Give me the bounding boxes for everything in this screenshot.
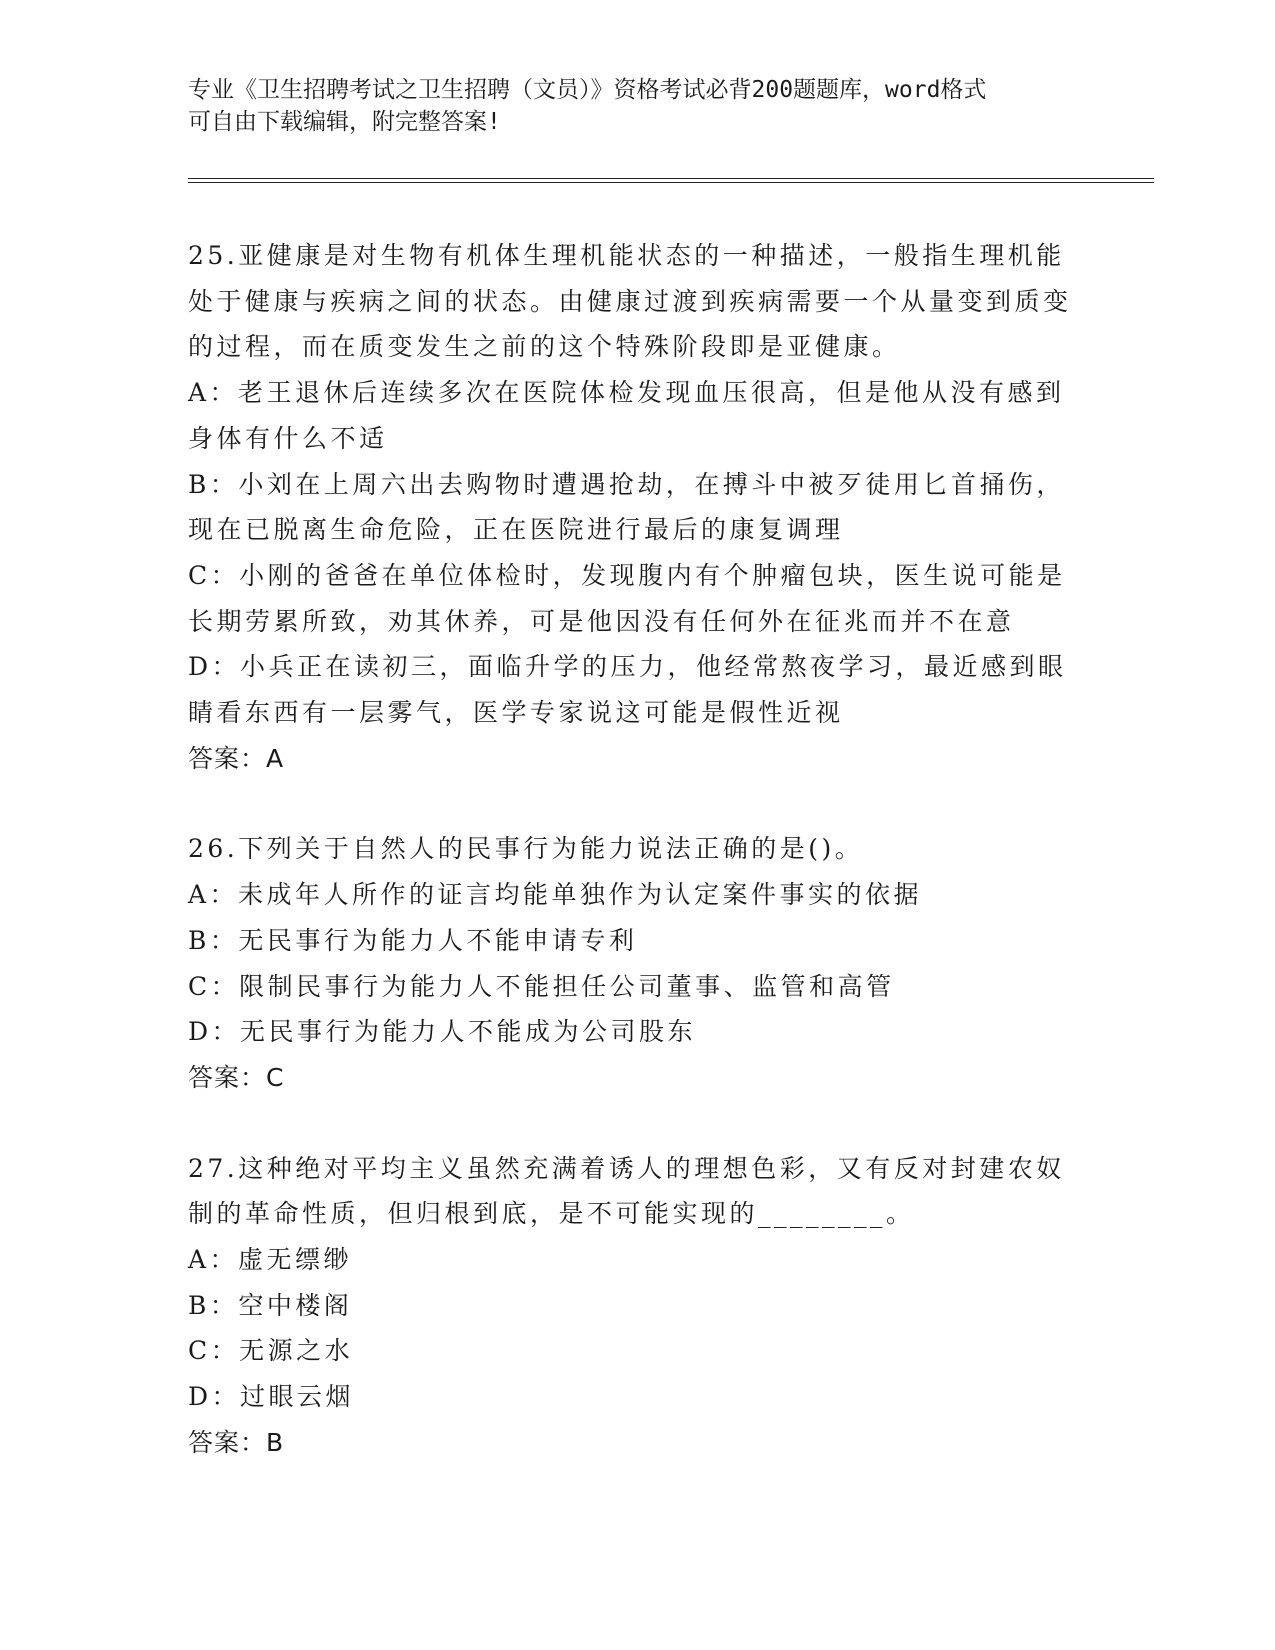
header-divider-top bbox=[188, 178, 1154, 179]
option-c: C：限制民事行为能力人不能担任公司董事、监管和高管 bbox=[188, 971, 895, 1001]
option-a: A：虚无缥缈 bbox=[188, 1245, 353, 1275]
header-divider-bottom bbox=[188, 182, 1154, 183]
option-b: B：小刘在上周六出去购物时遭遇抢劫，在搏斗中被歹徒用匕首捅伤，现在已脱离生命危险，正在医院进行最后的康复调理 bbox=[188, 469, 1065, 545]
option-a: A：未成年人所作的证言均能单独作为认定案件事实的依据 bbox=[188, 880, 923, 910]
question-stem: 25.亚健康是对生物有机体生理机能状态的一种描述，一般指生理机能处于健康与疾病之间的状态。由健康过渡到疾病需要一个从量变到质变的过程，而在质变发生之前的这个特殊阶段即是亚健康。 bbox=[188, 241, 1072, 362]
answer-line: 答案：B bbox=[188, 1427, 285, 1457]
option-b: B：空中楼阁 bbox=[188, 1290, 353, 1320]
question-list bbox=[188, 233, 1088, 1511]
header-line-1: 专业《卫生招聘考试之卫生招聘（文员）》资格考试必背200题题库，word格式 bbox=[188, 77, 987, 103]
option-c: C：小刚的爸爸在单位体检时，发现腹内有个肿瘤包块，医生说可能是长期劳累所致，劝其休养，可是他因没有任何外在征兆而并不在意 bbox=[188, 560, 1066, 636]
question-25 bbox=[188, 233, 1088, 781]
question-stem: 26.下列关于自然人的民事行为能力说法正确的是()。 bbox=[188, 834, 864, 864]
answer-line: 答案：A bbox=[188, 743, 285, 773]
question-27 bbox=[188, 1146, 1088, 1466]
header-line-2: 可自由下载编辑，附完整答案! bbox=[188, 109, 501, 135]
option-a: A：老王退休后连续多次在医院体检发现血压很高，但是他从没有感到身体有什么不适 bbox=[188, 378, 1065, 453]
document-header bbox=[188, 74, 1068, 138]
option-d: D：小兵正在读初三，面临升学的压力，他经常熬夜学习，最近感到眼睛看东西有一层雾气，医学专家说这可能是假性近视 bbox=[188, 652, 1067, 728]
option-c: C：无源之水 bbox=[188, 1336, 354, 1366]
option-d: D：过眼云烟 bbox=[188, 1382, 355, 1412]
option-b: B：无民事行为能力人不能申请专利 bbox=[188, 925, 638, 955]
question-stem: 27.这种绝对平均主义虽然充满着诱人的理想色彩，又有反对封建农奴制的革命性质，但归根到底，是不可能实现的________。 bbox=[188, 1153, 1065, 1229]
question-26 bbox=[188, 826, 1088, 1100]
option-d: D：无民事行为能力人不能成为公司股东 bbox=[188, 1017, 697, 1047]
answer-line: 答案：C bbox=[188, 1062, 285, 1092]
